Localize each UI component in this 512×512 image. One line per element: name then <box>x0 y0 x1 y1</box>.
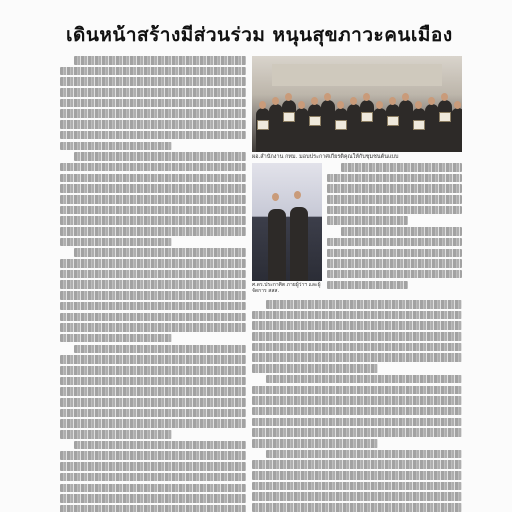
person-face <box>441 93 448 101</box>
left-text-column <box>60 56 246 512</box>
text-line <box>252 460 462 469</box>
person-silhouette <box>425 104 439 152</box>
text-line <box>60 334 172 343</box>
text-line <box>60 462 246 471</box>
person-face <box>259 101 266 109</box>
person-silhouette <box>373 108 387 152</box>
person-face <box>324 93 331 101</box>
certificate-frame <box>283 112 295 122</box>
text-line <box>327 259 462 268</box>
person-silhouette <box>438 100 452 152</box>
text-line <box>252 418 462 427</box>
text-line <box>327 195 462 204</box>
text-line <box>252 311 462 320</box>
text-line <box>252 482 462 491</box>
person-silhouette <box>282 100 296 152</box>
text-line <box>60 131 246 140</box>
text-line <box>74 345 246 354</box>
text-line <box>60 494 246 503</box>
text-line <box>74 152 246 161</box>
person-silhouette <box>451 108 462 152</box>
text-line <box>252 471 462 480</box>
right-low-text-column <box>252 300 462 512</box>
text-line <box>60 206 246 215</box>
text-line <box>266 300 462 309</box>
person-silhouette <box>386 104 400 152</box>
text-line <box>60 291 246 300</box>
text-line <box>252 321 462 330</box>
person-silhouette <box>308 104 322 152</box>
text-line <box>60 302 246 311</box>
award-photo <box>252 163 322 281</box>
text-line <box>60 195 246 204</box>
text-line <box>60 184 246 193</box>
person-face <box>337 101 344 109</box>
person-silhouette <box>347 104 361 152</box>
text-line <box>60 67 246 76</box>
text-line <box>60 99 246 108</box>
text-line <box>60 430 172 439</box>
person-face <box>428 97 435 105</box>
person-silhouette <box>268 209 286 281</box>
person-silhouette <box>256 108 270 152</box>
person-silhouette <box>412 108 426 152</box>
certificate-frame <box>439 112 451 122</box>
text-line <box>60 366 246 375</box>
certificate-frame <box>335 120 347 130</box>
text-line <box>252 332 462 341</box>
text-line <box>60 473 246 482</box>
person-face <box>363 93 370 101</box>
text-line <box>327 216 408 225</box>
text-line <box>327 206 462 215</box>
person-face <box>272 97 279 105</box>
text-line <box>252 386 462 395</box>
person-face <box>294 191 301 199</box>
text-line <box>60 313 246 322</box>
person-face <box>298 101 305 109</box>
group-photo <box>252 56 462 152</box>
text-line <box>252 428 462 437</box>
person-silhouette <box>334 108 348 152</box>
text-line <box>60 120 246 129</box>
person-silhouette <box>269 104 283 152</box>
text-line <box>60 505 246 512</box>
text-line <box>60 280 246 289</box>
event-banner <box>272 64 442 86</box>
text-line <box>252 353 462 362</box>
text-line <box>252 343 462 352</box>
text-line <box>252 407 462 416</box>
person-silhouette <box>360 100 374 152</box>
person-face <box>311 97 318 105</box>
text-line <box>60 163 246 172</box>
text-line <box>60 109 246 118</box>
certificate-frame <box>257 120 269 130</box>
award-photo-caption: ศ.ดร.ประกาศิต ภายผู้ว่าฯ และผู้จัดการ สสส. <box>252 282 321 294</box>
text-line <box>252 439 378 448</box>
text-line <box>252 364 378 373</box>
person-silhouette <box>295 108 309 152</box>
text-line <box>60 77 246 86</box>
person-face <box>454 101 461 109</box>
text-line <box>74 248 246 257</box>
text-line <box>60 88 246 97</box>
text-line <box>60 216 246 225</box>
text-line <box>60 259 246 268</box>
text-line <box>60 270 246 279</box>
person-face <box>389 97 396 105</box>
person-face <box>376 101 383 109</box>
certificate-frame <box>413 120 425 130</box>
text-line <box>60 451 246 460</box>
certificate-frame <box>387 116 399 126</box>
text-line <box>252 503 462 512</box>
text-line <box>60 238 172 247</box>
text-line <box>327 270 462 279</box>
text-line <box>327 238 462 247</box>
person-face <box>285 93 292 101</box>
text-line <box>327 174 462 183</box>
text-line <box>327 281 408 290</box>
person-silhouette <box>399 100 413 152</box>
text-line <box>60 419 246 428</box>
text-line <box>252 396 462 405</box>
group-photo-caption: ผอ.สำนักงาน กทม. มอบประกาศเกียรติคุณให้กับชุมชนต้นแบบ <box>252 154 399 160</box>
person-silhouette <box>290 207 308 281</box>
text-line <box>266 450 462 459</box>
text-line <box>60 174 246 183</box>
person-silhouette <box>321 100 335 152</box>
text-line <box>327 184 462 193</box>
certificate-frame <box>309 116 321 126</box>
text-line <box>60 227 246 236</box>
text-line <box>60 398 246 407</box>
text-line <box>74 441 246 450</box>
text-line <box>60 409 246 418</box>
person-face <box>350 97 357 105</box>
person-face <box>402 93 409 101</box>
right-mid-text-column <box>327 163 462 293</box>
person-face <box>415 101 422 109</box>
text-line <box>60 323 246 332</box>
person-face <box>272 193 279 201</box>
text-line <box>60 387 246 396</box>
text-line <box>341 163 462 172</box>
certificate-frame <box>361 112 373 122</box>
article-headline: เดินหน้าสร้างมีส่วนร่วม หนุนสุขภาวะคนเมือง <box>66 24 453 46</box>
text-line <box>252 492 462 501</box>
text-line <box>74 56 246 65</box>
text-line <box>341 227 462 236</box>
text-line <box>266 375 462 384</box>
text-line <box>60 377 246 386</box>
text-line <box>60 355 246 364</box>
text-line <box>327 249 462 258</box>
text-line <box>60 484 246 493</box>
text-line <box>60 142 172 151</box>
